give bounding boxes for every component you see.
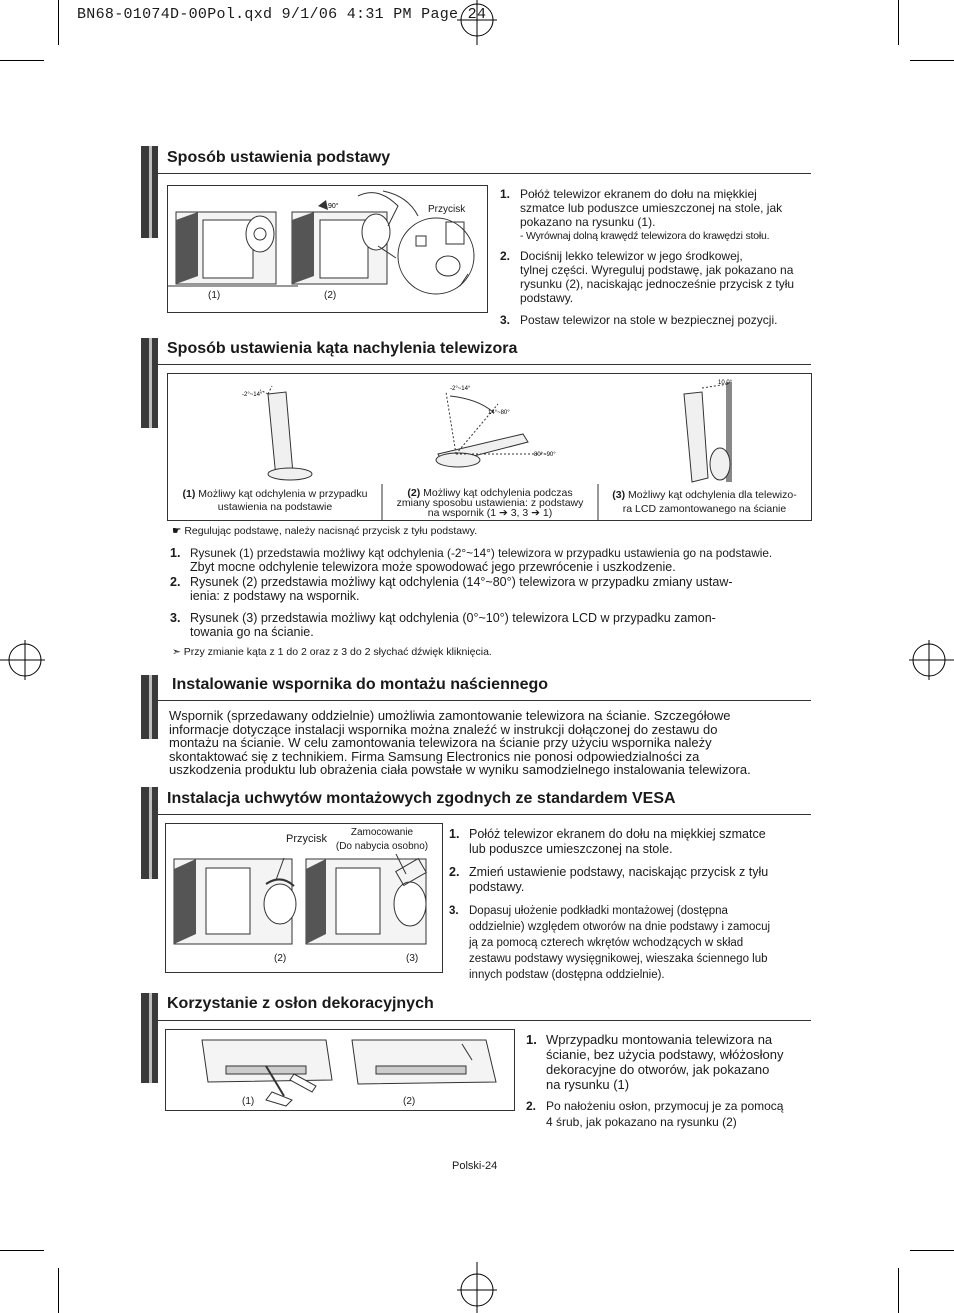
tilt-note-1: ☛ Regulując podstawę, należy nacisnąć przycisk z tyłu podstawy. — [172, 525, 478, 537]
covers-fig-cap-2: (2) — [403, 1096, 416, 1107]
section-bar-stand — [141, 146, 158, 238]
covers-illustration — [166, 1030, 514, 1110]
wall-paragraph: Wspornik (sprzedawany oddzielnie) umożliwia zamontowanie telewizora na ścianie. Szczegółowe informacje dotyczące instalacji wspornika można znaleźć w instrukcji dołączonej do zestawu do montażu na ścianie. W celu zamontowania telewizora na ścianie przy użyciu wspornika należy skontaktować się z technikiem. Firma Samsung Electronics nie ponosi odpowiedzialności za uszkodzenia produktu lub obrażenia ciała powstałe w wyniku samodzielnego instalowania telewizora. — [169, 708, 751, 777]
stand-fig-cap-1: (1) — [208, 290, 221, 301]
section-rule-vesa — [158, 814, 811, 815]
stand-figure — [167, 185, 488, 313]
tilt-caption-1: (1) Możliwy kąt odchylenia w przypadku ustawienia na podstawie — [182, 488, 368, 513]
print-slug: BN68-01074D-00Pol.qxd 9/1/06 4:31 PM Page 24 — [77, 6, 487, 23]
stand-button-label: Przycisk — [428, 204, 466, 215]
tilt-angle-1: -2°~14° — [242, 392, 263, 398]
tilt-angle-2c: 80°~90° — [534, 452, 556, 458]
vesa-button-label: Przycisk — [286, 833, 327, 845]
covers-fig-cap-1: (1) — [242, 1096, 255, 1107]
stand-fig-cap-2: (2) — [324, 290, 337, 301]
stand-angle-label: 90° — [328, 203, 339, 210]
tilt-figure — [167, 373, 812, 521]
covers-figure — [165, 1029, 515, 1111]
tilt-angle-2a: -2°~14° — [450, 386, 471, 392]
vesa-fig-cap-2: (2) — [274, 953, 287, 964]
tilt-note-2: ➣ Przy zmianie kąta z 1 do 2 oraz z 3 do 2 słychać dźwięk kliknięcia. — [172, 646, 492, 658]
section-bar-vesa — [141, 787, 158, 879]
section-rule-stand — [158, 173, 811, 174]
registration-mark-left — [0, 640, 45, 680]
section-rule-covers — [158, 1020, 811, 1021]
section-bar-tilt — [141, 338, 158, 428]
tilt-angle-3: 10,0° — [718, 380, 733, 386]
section-bar-wall — [141, 675, 158, 739]
section-title-covers: Korzystanie z osłon dekoracyjnych — [167, 995, 434, 1012]
registration-mark-right — [909, 640, 954, 680]
section-bar-covers — [141, 993, 158, 1083]
section-title-stand: Sposób ustawienia podstawy — [167, 149, 391, 166]
section-title-tilt: Sposób ustawienia kąta nachylenia telewizora — [167, 340, 518, 357]
tilt-angle-2b: 14°~80° — [488, 410, 510, 416]
vesa-figure — [165, 823, 443, 973]
section-title-wall: Instalowanie wspornika do montażu naściennego — [172, 676, 549, 693]
page-footer: Polski-24 — [452, 1160, 498, 1172]
section-rule-wall — [158, 700, 811, 701]
vesa-mount-label: Zamocowanie (Do nabycia osobno) — [335, 827, 429, 852]
tilt-caption-2: (2) Możliwy kąt odchylenia podczas zmiany sposobu ustawienia: z podstawy na wspornik (1 ➔ 3, 3 ➔ 1) — [396, 487, 584, 519]
section-title-vesa: Instalacja uchwytów montażowych zgodnych ze standardem VESA — [167, 790, 676, 807]
section-rule-tilt — [158, 364, 811, 365]
vesa-fig-cap-3: (3) — [406, 953, 419, 964]
registration-mark-bottom — [457, 1262, 497, 1313]
tilt-caption-3: (3) Możliwy kąt odchylenia dla telewizo- ra LCD zamontowanego na ścianie — [612, 489, 797, 515]
